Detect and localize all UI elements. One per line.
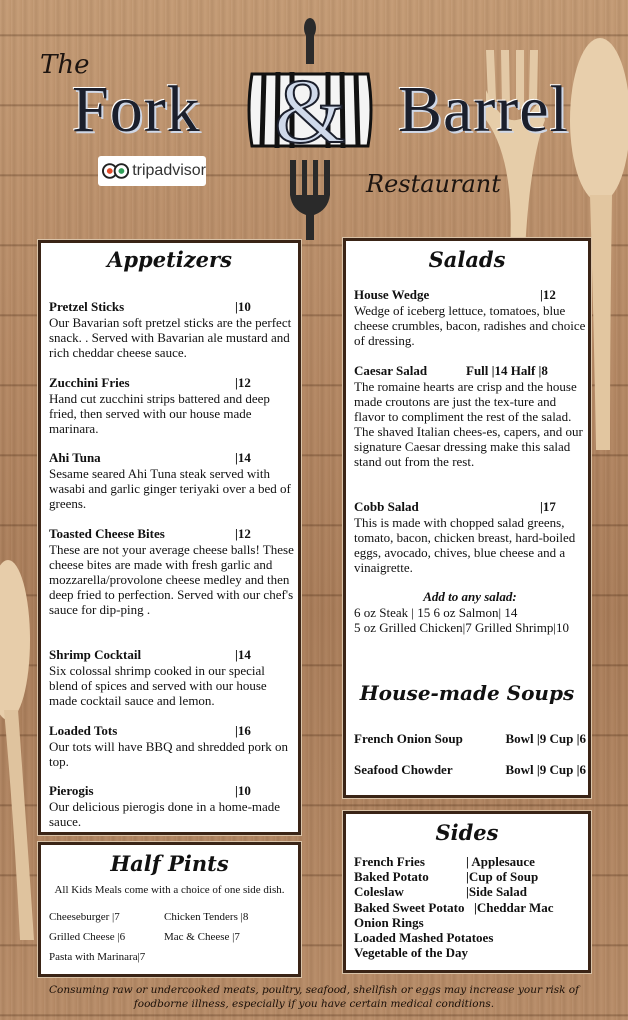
addon-line-2: 5 oz Grilled Chicken|7 Grilled Shrimp|10 <box>354 620 569 635</box>
addon-title: Add to any salad: <box>423 589 517 604</box>
sides-row <box>354 869 586 884</box>
item-desc: These are not your average cheese balls! These cheese bites are made with fresh garlic and mozzarella/provolone cheese medley and then deep fried to perfection. Served with our chef's sauce for dip-ping . <box>49 542 294 617</box>
side-item: Loaded Mashed Potatoes <box>354 930 494 946</box>
appetizers-panel <box>38 240 301 835</box>
side-item: |Side Salad <box>466 884 528 900</box>
tripadvisor-owl-icon <box>102 162 129 180</box>
wooden-spoon-left-icon <box>0 560 40 940</box>
soup-price: Bowl |9 Cup |6 <box>505 762 586 777</box>
menu-item <box>49 723 295 769</box>
sides-row <box>354 900 586 915</box>
item-desc: The romaine hearts are crisp and the house made croutons are just the tex-ture and flavor to compliment the rest of the salad. The shaved Italian chees-es, capers, and our signature Caesar dressing make this salad stand out from the rest. <box>354 379 583 469</box>
side-item: Baked Potato <box>354 869 429 885</box>
item-name: Zucchini Fries <box>49 375 130 390</box>
soup-name: Seafood Chowder <box>354 762 453 777</box>
item-price: |12 <box>235 375 251 390</box>
salads-title: Salads <box>428 247 506 272</box>
kids-item: Grilled Cheese |6 <box>49 931 126 943</box>
item-desc: This is made with chopped salad greens, tomato, bacon, chicken breast, hard-boiled eggs, avocado, chives, blue cheese and a vinaigrette. <box>354 515 576 575</box>
item-price: |12 <box>235 526 251 541</box>
half-pints-title: Half Pints <box>110 851 229 876</box>
menu-item <box>49 647 295 708</box>
item-price: |14 <box>235 647 251 662</box>
menu-item <box>354 499 586 575</box>
menu-item <box>49 375 295 436</box>
menu-item <box>354 363 586 469</box>
item-price: |10 <box>235 783 251 798</box>
item-desc: Sesame seared Ahi Tuna steak served with wasabi and garlic ginger teriyaki over a bed of greens. <box>49 466 291 511</box>
food-safety-disclaimer: Consuming raw or undercooked meats, poultry, seafood, shellfish or eggs may increase your risk of foodborne illness, especially if you have certain medical conditions. <box>48 984 580 1010</box>
appetizers-title: Appetizers <box>107 247 232 272</box>
sides-list <box>354 854 586 960</box>
side-item: | Applesauce <box>466 854 535 869</box>
item-price: |17 <box>540 499 556 514</box>
half-pints-panel <box>38 842 301 977</box>
soup-row <box>354 731 586 747</box>
side-item: |Cheddar Mac <box>474 899 554 915</box>
side-item: Coleslaw <box>354 884 404 900</box>
item-name: Loaded Tots <box>49 723 118 738</box>
tripadvisor-badge[interactable] <box>98 156 206 186</box>
sides-row <box>354 945 586 960</box>
sides-panel <box>343 811 591 973</box>
item-desc: Wedge of iceberg lettuce, tomatoes, blue cheese crumbles, bacon, radishes and choice of dressing. <box>354 303 586 348</box>
soups-title: House-made Soups <box>359 681 575 705</box>
item-name: Toasted Cheese Bites <box>49 526 165 541</box>
item-name: Ahi Tuna <box>49 450 101 465</box>
barrel-fork-emblem-icon <box>240 10 380 240</box>
sides-row <box>354 915 586 930</box>
sides-row <box>354 884 586 899</box>
item-name: Shrimp Cocktail <box>49 647 142 662</box>
side-item: Vegetable of the Day <box>354 945 468 961</box>
logo-barrel-text: Barrel <box>398 73 569 146</box>
item-desc: Six colossal shrimp cooked in our special blend of spices and served with our house made cocktail sauce and lemon. <box>49 663 267 708</box>
soup-name: French Onion Soup <box>354 731 463 746</box>
logo-fork-text: Fork <box>72 73 201 146</box>
item-desc: Our Bavarian soft pretzel sticks are the perfect snack. . Served with Bavarian ale mustard and rich cheddar cheese sauce. <box>49 315 292 360</box>
item-price: |12 <box>540 287 556 302</box>
side-item: French Fries <box>354 854 425 869</box>
logo-restaurant-text: Restaurant <box>366 170 501 198</box>
menu-item <box>354 287 586 348</box>
soup-row <box>354 762 586 778</box>
item-name: Pierogis <box>49 783 94 798</box>
salads-panel <box>343 238 591 798</box>
soup-price: Bowl |9 Cup |6 <box>505 731 586 746</box>
kids-item: Pasta with Marinara|7 <box>49 951 146 963</box>
item-price: |16 <box>235 723 251 738</box>
item-name: Pretzel Sticks <box>49 299 125 314</box>
kids-item: Mac & Cheese |7 <box>164 931 240 943</box>
ampersand-text: & <box>274 60 346 162</box>
item-desc: Our tots will have BBQ and shredded pork on top. <box>49 739 289 769</box>
menu-item <box>49 299 295 360</box>
sides-row <box>354 854 586 869</box>
menu-item <box>49 526 295 617</box>
side-item: Baked Sweet Potato <box>354 899 465 915</box>
kids-item: Cheeseburger |7 <box>49 911 120 923</box>
side-item: Onion Rings <box>354 914 424 930</box>
kids-menu-list <box>49 911 289 963</box>
item-price: Full |14 Half |8 <box>466 363 548 378</box>
item-name: House Wedge <box>354 287 430 302</box>
item-price: |10 <box>235 299 251 314</box>
sides-title: Sides <box>435 820 499 845</box>
item-desc: Hand cut zucchini strips battered and deep fried, then served with our house made marinara. <box>49 391 270 436</box>
half-pints-note: All Kids Meals come with a choice of one side dish. <box>54 884 285 896</box>
item-name: Cobb Salad <box>354 499 419 514</box>
item-price: |14 <box>235 450 251 465</box>
item-name: Caesar Salad <box>354 363 428 378</box>
sides-row <box>354 930 586 945</box>
kids-item: Chicken Tenders |8 <box>164 911 249 923</box>
tripadvisor-label: tripadvisor <box>132 162 206 179</box>
menu-item <box>49 450 295 511</box>
logo-the-text: The <box>40 50 90 80</box>
item-desc: Our delicious pierogis done in a home-made sauce. <box>49 799 281 829</box>
addon-line-1: 6 oz Steak | 15 6 oz Salmon| 14 <box>354 605 518 620</box>
menu-item <box>49 783 295 829</box>
side-item: |Cup of Soup <box>466 869 539 885</box>
